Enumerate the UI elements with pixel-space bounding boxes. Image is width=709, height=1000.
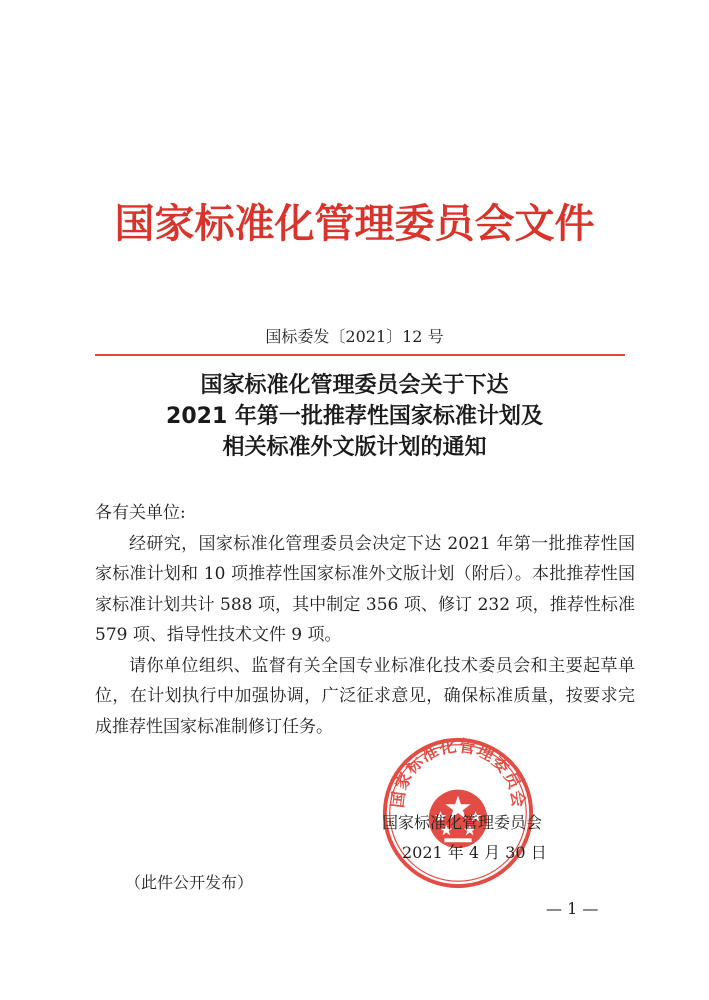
signature-date: 2021 年 4 月 30 日 [402,843,547,862]
document-header-title: 国家标准化管理委员会文件 [114,201,595,247]
page-number: — 1 — [546,899,599,918]
body-paragraph-1: 经研究，国家标准化管理委员会决定下达 2021 年第一批推荐性国家标准计划和 10 项推荐性国家标准外文版计划（附后）。本批推荐性国家标准计划共计 588 项，其中制定 356 项、修订 232 项，推荐性标准 579 项、指导性技术文件 9 项。 [95,533,635,645]
header-red-rule [95,354,625,356]
notice-title-line-1: 国家标准化管理委员会关于下达 [200,373,509,398]
notice-title-line-2: 2021 年第一批推荐性国家标准计划及 [166,404,543,429]
salutation: 各有关单位: [95,503,186,523]
publish-note: （此件公开发布） [125,873,254,892]
signature-organization: 国家标准化管理委员会 [382,813,543,832]
seal-text: 国家标准化管理委员会 [387,736,529,809]
notice-title-line-3: 相关标准外文版计划的通知 [222,435,487,460]
notice-body [95,498,635,742]
document-number: 国标委发〔2021〕12 号 [265,327,444,346]
notice-title [0,370,709,463]
body-paragraph-2: 请你单位组织、监督有关全国专业标准化技术委员会和主要起草单位，在计划执行中加强协调，广泛征求意见，确保标准质量，按要求完成推荐性国家标准制修订任务。 [95,655,635,737]
